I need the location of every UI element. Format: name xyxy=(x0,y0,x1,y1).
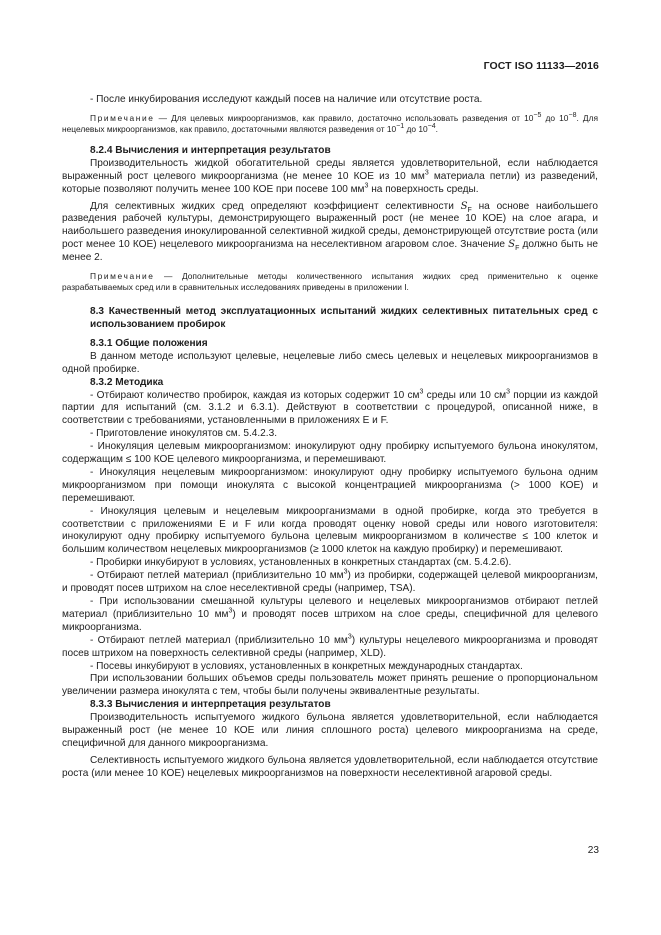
paragraph-general: В данном методе используют целевые, нецелевые либо смесь целевых и нецелевых микроорганизмов в одной пробирке. xyxy=(62,350,598,375)
exponent: 3 xyxy=(424,169,429,177)
text: на основе наибольшего разведения рабочей культуры, демонстрирующего выраженный рост (не менее 10 КОЕ) на слое агара, и наибольшего разведения инокулированной селективной жидкой среды, демонстрирующей отсутствие роста (или рост менее 10 КОЕ) нецелевого микроорганизма на неселективном агаровом слое. Значение xyxy=(62,200,598,251)
heading-8-3: 8.3 Качественный метод эксплуатационных испытаний жидких селективных питательных сред с использованием пробирок xyxy=(90,306,598,330)
symbol-subscript: F xyxy=(467,206,472,214)
note-label: Примечание xyxy=(90,271,155,282)
text: ) и проводят посев штрихом на слое среды, специфичной для целевого микроорганизма. xyxy=(62,608,598,633)
text: - Отбирают количество пробирок, каждая из которых содержит 10 см xyxy=(90,389,420,401)
list-item-target-inoculation: - Инокуляция целевым микроорганизмом: инокулируют одну пробирку испытуемого бульона инокулятом, содержащим ≤ 100 КОЕ целевого микроорганизма, и перемешивают. xyxy=(62,441,598,466)
exponent: 3 xyxy=(228,607,233,615)
symbol-s: S xyxy=(508,239,516,251)
text: на поверхность среды. xyxy=(368,183,479,195)
paragraph-after-incubation: - После инкубирования исследуют каждый посев на наличие или отсутствие роста. xyxy=(90,94,483,105)
note-dilutions xyxy=(62,113,598,135)
note-text: до 10 xyxy=(404,123,428,134)
document-body xyxy=(62,94,598,781)
list-item-inoculum-prep: - Приготовление инокулятов см. 5.4.2.3. xyxy=(90,428,278,440)
list-item-plate-incubation: - Посевы инкубируют в условиях, установленных в конкретных международных стандартах. xyxy=(90,660,523,672)
list-item-mixed-inoculation: - Инокуляция целевым и нецелевым микроорганизмами в одной пробирке, когда это требуется в соответствии с приложениями E и F или когда проводят оценку новой среды или нового изготовителя: инокулируют одну пробирку испытуемого бульона целевым микроорганизмом в количестве ≤ 100 клеток и большим количеством нецелевых микроорганизмов (≥ 1000 клеток на каждую пробирку) и перемешивают. xyxy=(62,505,598,556)
exponent: 3 xyxy=(506,388,510,396)
note-text: . Для нецелевых микроорганизмов, как правило, достаточными являются разведения от 10 xyxy=(62,112,598,134)
symbol-s: S xyxy=(460,200,468,212)
exponent: −8 xyxy=(568,112,577,120)
list-item-nontarget-inoculation: - Инокуляция нецелевым микроорганизмом: инокулируют одну пробирку испытуемого бульона одним микроорганизмом при помощи инокулята с высокой концентрацией микроорганизма (> 1000 КОЕ) и перемешивают. xyxy=(62,466,598,504)
exponent: −4 xyxy=(427,123,436,131)
paragraph-performance-result: Производительность испытуемого жидкого бульона является удовлетворительной, если наблюдается выраженный рост (не менее 10 КОЕ или линия сплошного роста) целевого микроорганизма на среде, специфичной для данного микроорганизма. xyxy=(62,712,598,749)
list-item-select-tubes xyxy=(62,390,598,429)
heading-8-3-1: 8.3.1 Общие положения xyxy=(90,337,208,349)
exponent: 3 xyxy=(343,568,348,576)
exponent: −1 xyxy=(396,123,405,131)
paragraph-selectivity-coefficient xyxy=(62,201,598,266)
text: среды или 10 см xyxy=(423,389,507,401)
document-header-id: ГОСТ ISO 11133—2016 xyxy=(483,60,599,72)
list-item-loop-target xyxy=(62,570,598,596)
page-number: 23 xyxy=(587,845,599,856)
text: Производительность жидкой обогатительной среды является удовлетворительной, если наблюдается выраженный рост целевого микроорганизма (не менее 10 КОЕ из 10 мм xyxy=(62,157,598,182)
text: порции из каждой партии для испытаний (см. 3.1.2 и 6.3.1). Действуют в соответствии с процедурой, описанной ниже, в соответствии с требованиями, установленными в приложениях E и F. xyxy=(62,389,599,427)
heading-8-2-4: 8.2.4 Вычисления и интерпретация результатов xyxy=(90,144,331,156)
paragraph-large-volumes: При использовании больших объемов среды пользователь может принять решение о пропорциональном увеличении размера инокулята с тем, чтобы были получены эквивалентные результаты. xyxy=(62,673,598,698)
heading-8-3-2: 8.3.2 Методика xyxy=(90,376,164,388)
text: ) из пробирки, содержащей целевой микроорганизм, и проводят посев штрихом на слое неселективной среды (например, TSA). xyxy=(62,570,598,595)
exponent: 3 xyxy=(347,633,352,641)
text: ) культуры нецелевого микроорганизма и проводят посев штрихом на поверхность селективной среды (например, XLD). xyxy=(62,634,598,659)
note-additional-methods xyxy=(62,271,598,293)
note-text: — Дополнительные методы количественного испытания жидких сред применительно к оценке разрабатываемых сред или в сравнительных исследованиях приведены в приложении I. xyxy=(62,271,598,293)
heading-8-3-3: 8.3.3 Вычисления и интерпретация результатов xyxy=(90,699,331,711)
text: - Отбирают петлей материал (приблизительно 10 мм xyxy=(90,570,344,582)
text: материала петли) из разведений, которые позволяют получить менее 100 КОЕ при посеве 100 мм xyxy=(62,170,598,195)
exponent: 3 xyxy=(364,182,369,190)
paragraph-selectivity-result: Селективность испытуемого жидкого бульона является удовлетворительной, если наблюдается отсутствие роста (или менее 10 КОЕ) нецелевых микроорганизмов на поверхности неселективной агаровой среды. xyxy=(62,754,598,779)
list-item-incubation: - Пробирки инкубируют в условиях, установленных в конкретных стандартах (см. 5.4.2.6). xyxy=(90,557,512,569)
text: - При использовании смешанной культуры целевого и нецелевых микроорганизмов отбирают петлей материал (приблизительно 10 мм xyxy=(62,596,598,620)
note-label: Примечание xyxy=(90,112,155,123)
list-item-loop-nontarget xyxy=(62,635,598,661)
list-item-loop-mixed xyxy=(62,596,598,635)
note-text: — Для целевых микроорганизмов, как правило, достаточно использовать разведения от 10 xyxy=(154,112,534,123)
note-text: до 10 xyxy=(541,112,569,123)
note-text: . xyxy=(435,123,438,134)
text: должно быть не менее 2. xyxy=(62,239,598,264)
text: - Отбирают петлей материал (приблизительно 10 мм xyxy=(90,634,348,646)
text: Для селективных жидких сред определяют коэффициент селективности xyxy=(90,200,461,212)
exponent: 3 xyxy=(419,388,424,396)
paragraph-enrichment-performance xyxy=(62,158,598,197)
symbol-subscript: F xyxy=(515,245,520,253)
exponent: −5 xyxy=(533,112,542,120)
